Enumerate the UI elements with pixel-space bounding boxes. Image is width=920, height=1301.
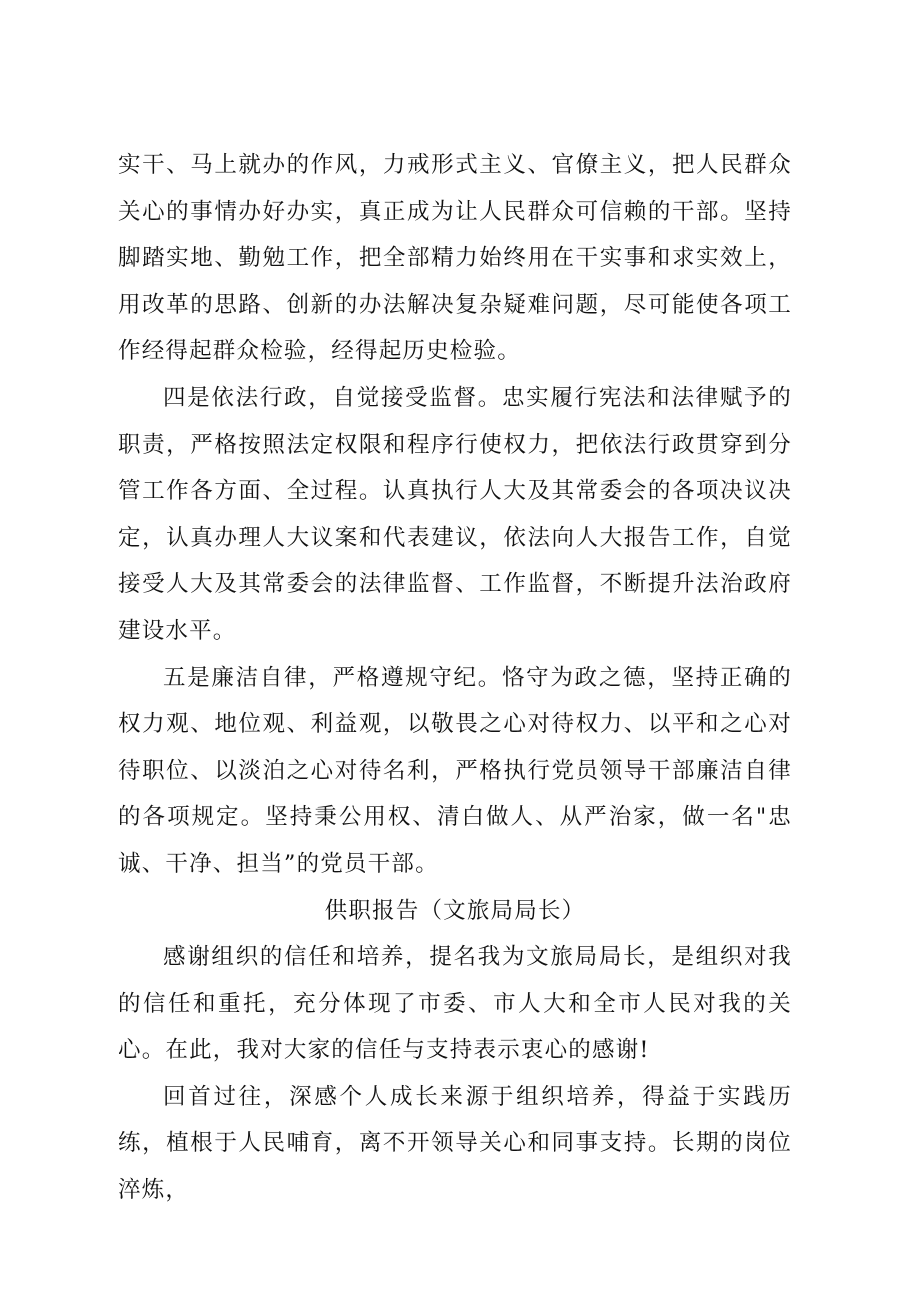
paragraph-looking-back: 回首过往，深感个人成长来源于组织培养，得益于实践历练，植根于人民哺育，离不开领导关心和同事支持。长期的岗位淬炼， — [118, 1083, 792, 1204]
document-body — [118, 142, 792, 1214]
paragraph-rule-of-law: 四是依法行政，自觉接受监督。忠实履行宪法和法律赋予的职责，严格按照法定权限和程序行使权力，把依法行政贯穿到分管工作各方面、全过程。认真执行人大及其常委会的各项决议决定，认真办理人大议案和代表建议，依法向人大报告工作，自觉接受人大及其常委会的法律监督、工作监督，不断提升法治政府建设水平。 — [118, 384, 792, 644]
paragraph-continuation: 实干、马上就办的作风，力戒形式主义、官僚主义，把人民群众关心的事情办好办实，真正成为让人民群众可信赖的干部。坚持脚踏实地、勤勉工作，把全部精力始终用在干实事和求实效上，用改革的思路、创新的办法解决复杂疑难问题，尽可能使各项工作经得起群众检验，经得起历史检验。 — [118, 152, 792, 365]
paragraph-gratitude: 感谢组织的信任和培养，提名我为文旅局局长，是组织对我的信任和重托，充分体现了市委、市人大和全市人民对我的关心。在此，我对大家的信任与支持表示衷心的感谢! — [118, 944, 792, 1064]
paragraph-integrity: 五是廉洁自律，严格遵规守纪。恪守为政之德，坚持正确的权力观、地位观、利益观，以敬畏之心对待权力、以平和之心对待职位、以淡泊之心对待名利，严格执行党员领导干部廉洁自律的各项规定。坚持秉公用权、清白做人、从严治家，做一名"忠诚、干净、担当”的党员干部。 — [118, 664, 792, 877]
report-heading: 供职报告（文旅局局长） — [324, 897, 586, 924]
